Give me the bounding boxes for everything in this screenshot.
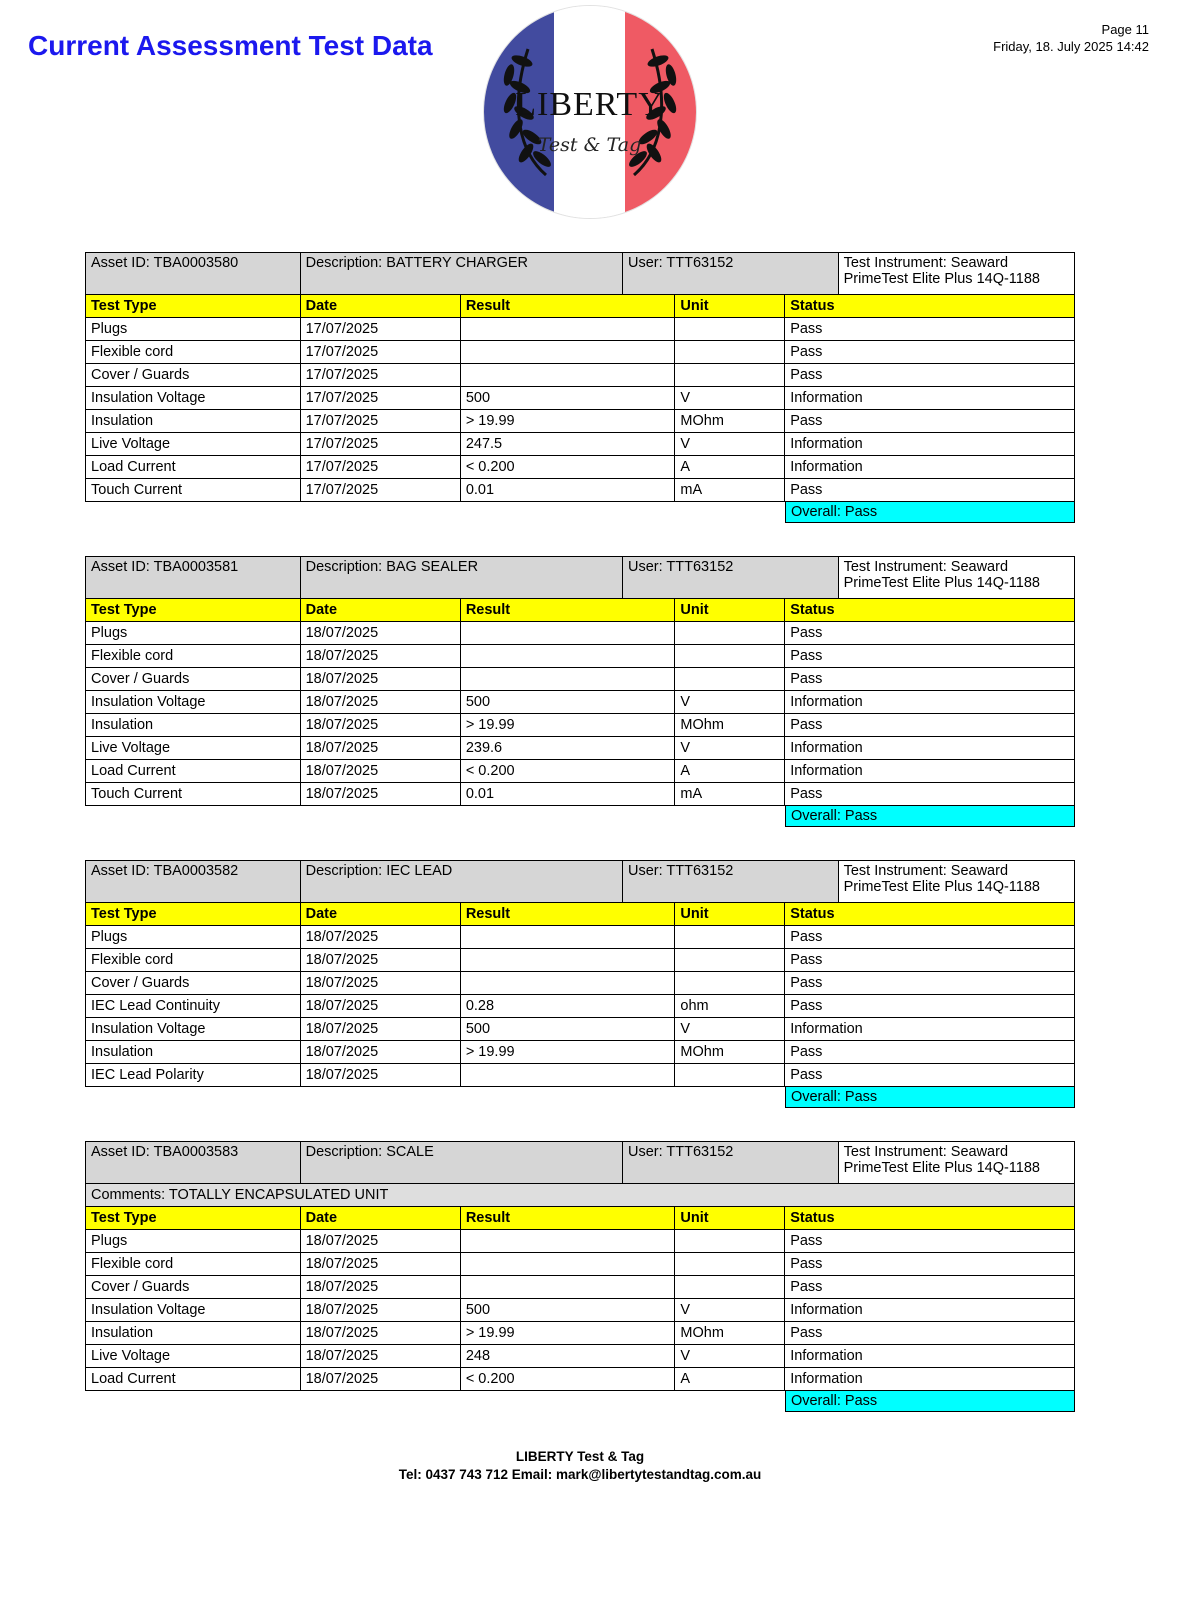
table-cell: Plugs [86,1230,301,1253]
table-cell: Insulation [86,1322,301,1345]
table-cell: Insulation Voltage [86,387,301,410]
table-cell: Pass [785,995,1075,1018]
page-meta [993,22,1149,56]
table-cell [675,318,785,341]
page-datetime: Friday, 18. July 2025 14:42 [993,38,1149,54]
table-cell [675,645,785,668]
asset-id: Asset ID: TBA0003582 [86,861,301,903]
table-cell: Load Current [86,1368,301,1391]
table-cell [460,972,675,995]
table-cell: Pass [785,479,1075,502]
asset-user: User: TTT63152 [623,557,839,599]
column-header-row [86,599,1075,622]
table-row [86,645,1075,668]
table-row [86,364,1075,387]
overall-row [85,1391,1075,1412]
results-body [86,622,1075,806]
col-date: Date [300,903,460,926]
table-cell: 17/07/2025 [300,387,460,410]
results-table [85,598,1075,806]
table-cell: Touch Current [86,783,301,806]
column-header-row [86,295,1075,318]
table-cell: Pass [785,318,1075,341]
col-test-type: Test Type [86,1207,301,1230]
asset-header-row [86,557,1075,599]
table-row [86,760,1075,783]
table-cell: Cover / Guards [86,364,301,387]
table-cell [675,622,785,645]
table-cell: MOhm [675,714,785,737]
asset-header-row [86,253,1075,295]
report-content [85,252,1075,1484]
table-cell: Information [785,760,1075,783]
col-date: Date [300,599,460,622]
table-cell: 18/07/2025 [300,1064,460,1087]
table-cell: Pass [785,1064,1075,1087]
results-body [86,318,1075,502]
table-cell: 18/07/2025 [300,714,460,737]
table-cell: < 0.200 [460,760,675,783]
results-table [85,902,1075,1087]
asset-user: User: TTT63152 [623,861,839,903]
table-cell: Insulation Voltage [86,1299,301,1322]
table-cell: 18/07/2025 [300,972,460,995]
asset-instrument: Test Instrument: Seaward PrimeTest Elite Plus 14Q-1188 [838,1142,1074,1184]
col-status: Status [785,1207,1075,1230]
column-header-row [86,1207,1075,1230]
table-cell: 18/07/2025 [300,783,460,806]
results-body [86,926,1075,1087]
table-cell: Flexible cord [86,949,301,972]
table-cell: mA [675,479,785,502]
table-cell: 17/07/2025 [300,456,460,479]
overall-status: Overall: Pass [785,805,1075,827]
table-cell: Pass [785,341,1075,364]
table-cell: A [675,1368,785,1391]
table-cell: 18/07/2025 [300,1253,460,1276]
overall-row [85,502,1075,523]
table-cell: Cover / Guards [86,1276,301,1299]
page-header [0,0,1179,252]
table-cell: Insulation [86,714,301,737]
table-cell: Pass [785,364,1075,387]
table-cell: Information [785,433,1075,456]
table-row [86,1253,1075,1276]
table-cell: 248 [460,1345,675,1368]
table-cell: < 0.200 [460,1368,675,1391]
footer-contact: Tel: 0437 743 712 Email: mark@libertytestandtag.com.au [398,1467,762,1483]
table-cell: MOhm [675,410,785,433]
col-test-type: Test Type [86,599,301,622]
asset-instrument: Test Instrument: Seaward PrimeTest Elite Plus 14Q-1188 [838,557,1074,599]
table-cell: Information [785,737,1075,760]
asset-description: Description: SCALE [300,1142,622,1184]
table-cell: 500 [460,387,675,410]
table-cell: Cover / Guards [86,668,301,691]
table-cell: 18/07/2025 [300,645,460,668]
table-cell: V [675,1018,785,1041]
table-cell: Pass [785,1322,1075,1345]
overall-status: Overall: Pass [785,501,1075,523]
table-cell: Information [785,1345,1075,1368]
table-row [86,1299,1075,1322]
asset-user: User: TTT63152 [623,253,839,295]
table-cell [460,926,675,949]
logo-tagline: Test & Tag [537,134,642,156]
asset-user: User: TTT63152 [623,1142,839,1184]
table-cell: 18/07/2025 [300,1299,460,1322]
col-date: Date [300,1207,460,1230]
asset-report [85,252,1075,523]
table-row [86,668,1075,691]
asset-instrument: Test Instrument: Seaward PrimeTest Elite Plus 14Q-1188 [838,861,1074,903]
table-cell: Pass [785,972,1075,995]
table-row [86,1276,1075,1299]
col-unit: Unit [675,903,785,926]
table-cell [460,1064,675,1087]
table-cell [460,318,675,341]
table-row [86,691,1075,714]
table-cell [460,622,675,645]
table-cell: Information [785,1018,1075,1041]
table-cell: Insulation Voltage [86,691,301,714]
table-cell [675,972,785,995]
overall-row [85,1087,1075,1108]
table-cell: Pass [785,783,1075,806]
liberty-logo [484,6,696,218]
table-cell: V [675,737,785,760]
table-row [86,995,1075,1018]
col-result: Result [460,903,675,926]
col-unit: Unit [675,599,785,622]
table-cell [675,1276,785,1299]
table-row [86,949,1075,972]
table-cell [675,341,785,364]
table-row [86,1230,1075,1253]
table-cell: 18/07/2025 [300,668,460,691]
table-cell: IEC Lead Continuity [86,995,301,1018]
asset-description: Description: IEC LEAD [300,861,622,903]
col-status: Status [785,295,1075,318]
footer-company: LIBERTY Test & Tag [515,1449,645,1464]
table-cell: Information [785,387,1075,410]
table-cell [460,1276,675,1299]
table-cell: 18/07/2025 [300,949,460,972]
table-cell: > 19.99 [460,1041,675,1064]
table-cell [460,949,675,972]
results-table [85,1206,1075,1391]
overall-status: Overall: Pass [785,1390,1075,1412]
table-cell [460,1253,675,1276]
table-cell: > 19.99 [460,1322,675,1345]
col-status: Status [785,903,1075,926]
table-cell [460,1230,675,1253]
table-cell: Pass [785,410,1075,433]
table-cell: 18/07/2025 [300,1368,460,1391]
table-cell: 18/07/2025 [300,1345,460,1368]
table-cell: 18/07/2025 [300,760,460,783]
table-cell: 500 [460,1018,675,1041]
table-cell: 0.01 [460,479,675,502]
table-cell: Insulation Voltage [86,1018,301,1041]
table-cell: Pass [785,1253,1075,1276]
table-cell: Flexible cord [86,645,301,668]
table-cell: Insulation [86,1041,301,1064]
table-row [86,433,1075,456]
table-cell: V [675,433,785,456]
table-cell [675,949,785,972]
table-row [86,1064,1075,1087]
table-row [86,410,1075,433]
table-row [86,456,1075,479]
table-cell [675,1064,785,1087]
col-result: Result [460,1207,675,1230]
table-cell: V [675,387,785,410]
table-cell: Information [785,691,1075,714]
table-cell: Plugs [86,926,301,949]
table-row [86,341,1075,364]
table-row [86,1345,1075,1368]
table-row [86,1368,1075,1391]
table-cell [460,645,675,668]
table-cell: IEC Lead Polarity [86,1064,301,1087]
asset-description: Description: BATTERY CHARGER [300,253,622,295]
comments-row [86,1184,1075,1207]
asset-instrument: Test Instrument: Seaward PrimeTest Elite Plus 14Q-1188 [838,253,1074,295]
table-cell: > 19.99 [460,410,675,433]
table-row [86,622,1075,645]
table-row [86,1018,1075,1041]
table-cell: A [675,456,785,479]
table-cell: 0.28 [460,995,675,1018]
table-cell [675,1230,785,1253]
table-cell: 18/07/2025 [300,1230,460,1253]
col-result: Result [460,599,675,622]
table-cell: 18/07/2025 [300,691,460,714]
table-cell: 18/07/2025 [300,926,460,949]
table-row [86,387,1075,410]
table-row [86,318,1075,341]
table-cell [460,341,675,364]
table-cell: Pass [785,668,1075,691]
asset-header-table [85,252,1075,295]
asset-header-row [86,861,1075,903]
table-cell: Plugs [86,622,301,645]
results-body [86,1230,1075,1391]
table-cell: Load Current [86,760,301,783]
table-cell [675,926,785,949]
asset-id: Asset ID: TBA0003581 [86,557,301,599]
table-cell [460,668,675,691]
table-row [86,926,1075,949]
table-cell: 500 [460,691,675,714]
table-cell [460,364,675,387]
table-row [86,479,1075,502]
table-cell: 17/07/2025 [300,341,460,364]
asset-report [85,860,1075,1108]
table-cell: Touch Current [86,479,301,502]
overall-status: Overall: Pass [785,1086,1075,1108]
table-cell: 17/07/2025 [300,364,460,387]
table-row [86,972,1075,995]
col-test-type: Test Type [86,295,301,318]
asset-comments-table [85,1183,1075,1207]
overall-row [85,806,1075,827]
asset-description: Description: BAG SEALER [300,557,622,599]
table-cell: Live Voltage [86,737,301,760]
asset-id: Asset ID: TBA0003583 [86,1142,301,1184]
table-cell: Live Voltage [86,1345,301,1368]
table-cell: A [675,760,785,783]
table-cell: V [675,1345,785,1368]
table-cell: Information [785,1299,1075,1322]
asset-report [85,1141,1075,1412]
table-row [86,1322,1075,1345]
table-cell: Pass [785,714,1075,737]
page-title: Current Assessment Test Data [28,30,433,61]
table-cell: Pass [785,1041,1075,1064]
table-cell: > 19.99 [460,714,675,737]
col-test-type: Test Type [86,903,301,926]
asset-comments: Comments: TOTALLY ENCAPSULATED UNIT [86,1184,1075,1207]
page-footer [85,1448,1075,1484]
logo-wordmark: LIBERTY [515,86,664,123]
table-cell: Pass [785,1230,1075,1253]
asset-header-table [85,556,1075,599]
table-cell: 17/07/2025 [300,433,460,456]
col-unit: Unit [675,295,785,318]
table-cell: 18/07/2025 [300,622,460,645]
table-cell [675,668,785,691]
table-cell: 17/07/2025 [300,410,460,433]
table-cell: 17/07/2025 [300,479,460,502]
table-cell: Live Voltage [86,433,301,456]
table-cell: 239.6 [460,737,675,760]
table-cell: 18/07/2025 [300,1041,460,1064]
table-cell: Pass [785,645,1075,668]
asset-report [85,556,1075,827]
col-unit: Unit [675,1207,785,1230]
table-row [86,714,1075,737]
asset-id: Asset ID: TBA0003580 [86,253,301,295]
table-cell: Information [785,1368,1075,1391]
table-cell: 18/07/2025 [300,1276,460,1299]
table-cell: 500 [460,1299,675,1322]
col-status: Status [785,599,1075,622]
table-cell: 18/07/2025 [300,1018,460,1041]
table-cell: MOhm [675,1041,785,1064]
table-row [86,783,1075,806]
table-cell: 17/07/2025 [300,318,460,341]
table-cell: 18/07/2025 [300,737,460,760]
table-cell: Flexible cord [86,341,301,364]
table-row [86,1041,1075,1064]
table-cell: Insulation [86,410,301,433]
table-cell: V [675,1299,785,1322]
table-cell: Cover / Guards [86,972,301,995]
table-cell: 18/07/2025 [300,995,460,1018]
table-cell: Plugs [86,318,301,341]
table-cell: Pass [785,1276,1075,1299]
table-row [86,737,1075,760]
asset-header-table [85,860,1075,903]
table-cell: Pass [785,949,1075,972]
table-cell: Flexible cord [86,1253,301,1276]
table-cell: Pass [785,926,1075,949]
table-cell: ohm [675,995,785,1018]
table-cell: 247.5 [460,433,675,456]
asset-header-table [85,1141,1075,1184]
column-header-row [86,903,1075,926]
table-cell: Information [785,456,1075,479]
col-date: Date [300,295,460,318]
col-result: Result [460,295,675,318]
table-cell [675,1253,785,1276]
table-cell: 0.01 [460,783,675,806]
table-cell: V [675,691,785,714]
table-cell: MOhm [675,1322,785,1345]
asset-header-row [86,1142,1075,1184]
table-cell: Pass [785,622,1075,645]
table-cell [675,364,785,387]
table-cell: Load Current [86,456,301,479]
results-table [85,294,1075,502]
table-cell: mA [675,783,785,806]
table-cell: 18/07/2025 [300,1322,460,1345]
table-cell: < 0.200 [460,456,675,479]
page-number: Page 11 [1101,22,1149,37]
